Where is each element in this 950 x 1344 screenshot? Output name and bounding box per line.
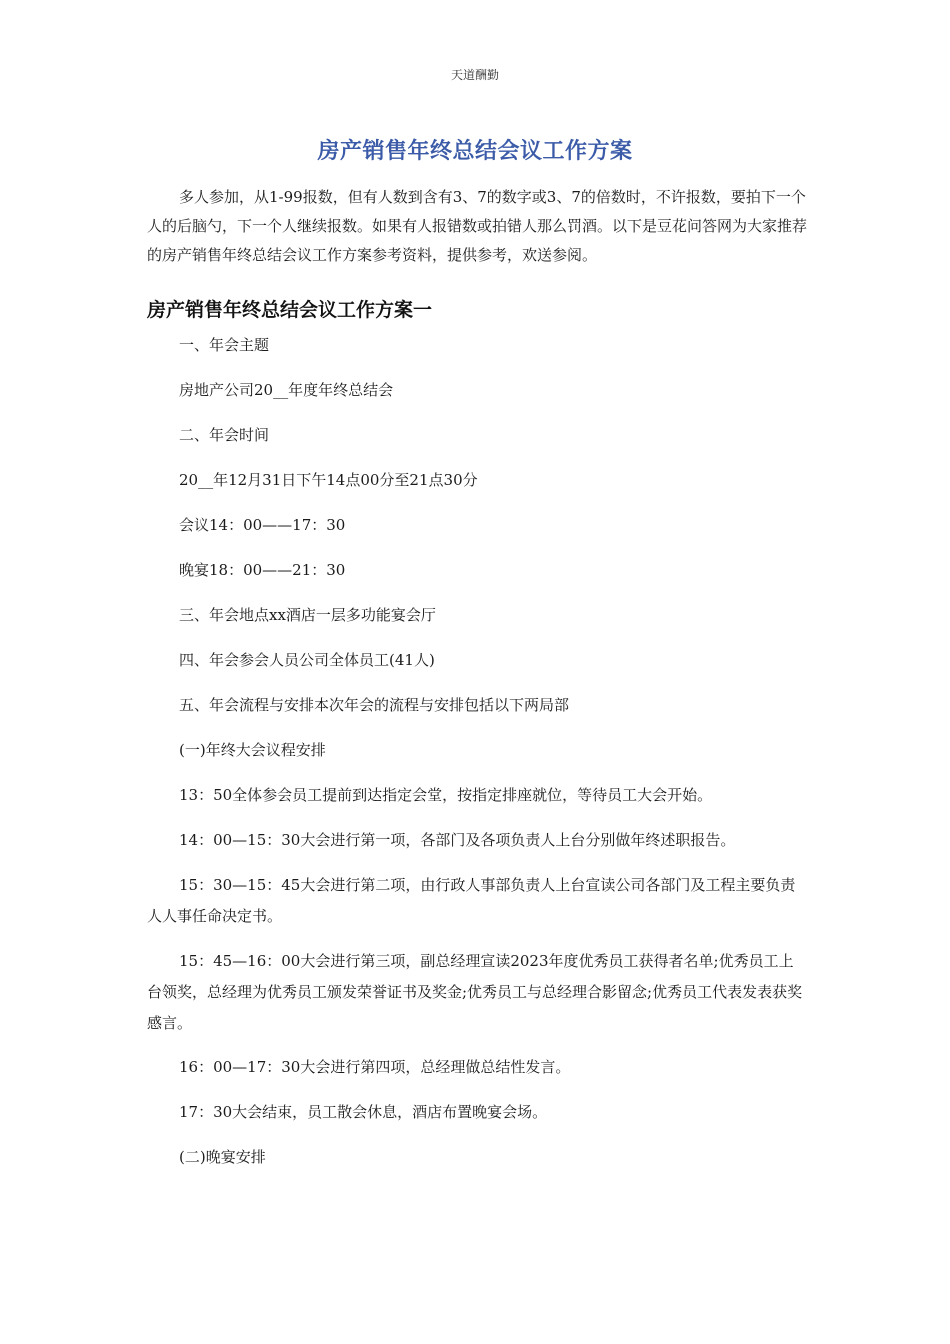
paragraph-meeting-time: 会议14：00——17：30 — [179, 516, 346, 534]
paragraph-agenda-1530: 15：30—15：45大会进行第二项，由行政人事部负责人上台宣读公司各部门及工程主要负责人人事任命决定书。 — [147, 876, 796, 925]
paragraph-agenda-1350: 13：50全体参会员工提前到达指定会堂，按指定排座就位，等待员工大会开始。 — [179, 786, 713, 804]
section-heading: 房产销售年终总结会议工作方案一 — [147, 299, 433, 321]
paragraph-time: 20__年12月31日下午14点00分至21点30分 — [179, 471, 478, 489]
paragraph-agenda-1730: 17：30大会结束，员工散会休息，酒店布置晚宴会场。 — [179, 1103, 548, 1121]
paragraph-banquet-time: 晚宴18：00——21：30 — [179, 561, 346, 579]
paragraph-theme: 房地产公司20__年度年终总结会 — [179, 381, 394, 399]
paragraph-attendees: 四、年会参会人员公司全体员工(41人) — [179, 651, 435, 669]
paragraph-location: 三、年会地点xx酒店一层多功能宴会厅 — [179, 606, 436, 624]
paragraph-theme-heading: 一、年会主题 — [179, 336, 270, 354]
paragraph-agenda-1600: 16：00—17：30大会进行第四项，总经理做总结性发言。 — [179, 1058, 571, 1076]
paragraph-agenda-1545: 15：45—16：00大会进行第三项，副总经理宣读2023年度优秀员工获得者名单;优秀员工上台领奖，总经理为优秀员工颁发荣誉证书及奖金;优秀员工与总经理合影留念;优秀员工代表发表获奖感言。 — [147, 952, 803, 1032]
paragraph-process: 五、年会流程与安排本次年会的流程与安排包括以下两局部 — [179, 696, 570, 714]
intro-paragraph: 多人参加，从1-99报数，但有人数到含有3、7的数字或3、7的倍数时，不许报数，要拍下一个人的后脑勺，下一个人继续报数。如果有人报错数或拍错人那么罚酒。以下是豆花问答网为大家推荐的房产销售年终总结会议工作方案参考资料，提供参考，欢送参阅。 — [147, 188, 808, 264]
page-header: 天道酬勤 — [450, 68, 499, 82]
paragraph-banquet-heading: (二)晚宴安排 — [179, 1148, 266, 1166]
paragraph-agenda-1400: 14：00—15：30大会进行第一项，各部门及各项负责人上台分别做年终述职报告。 — [179, 831, 736, 849]
paragraph-agenda-heading: (一)年终大会议程安排 — [179, 741, 326, 759]
paragraph-time-heading: 二、年会时间 — [179, 426, 270, 444]
document-title: 房产销售年终总结会议工作方案 — [317, 139, 633, 164]
